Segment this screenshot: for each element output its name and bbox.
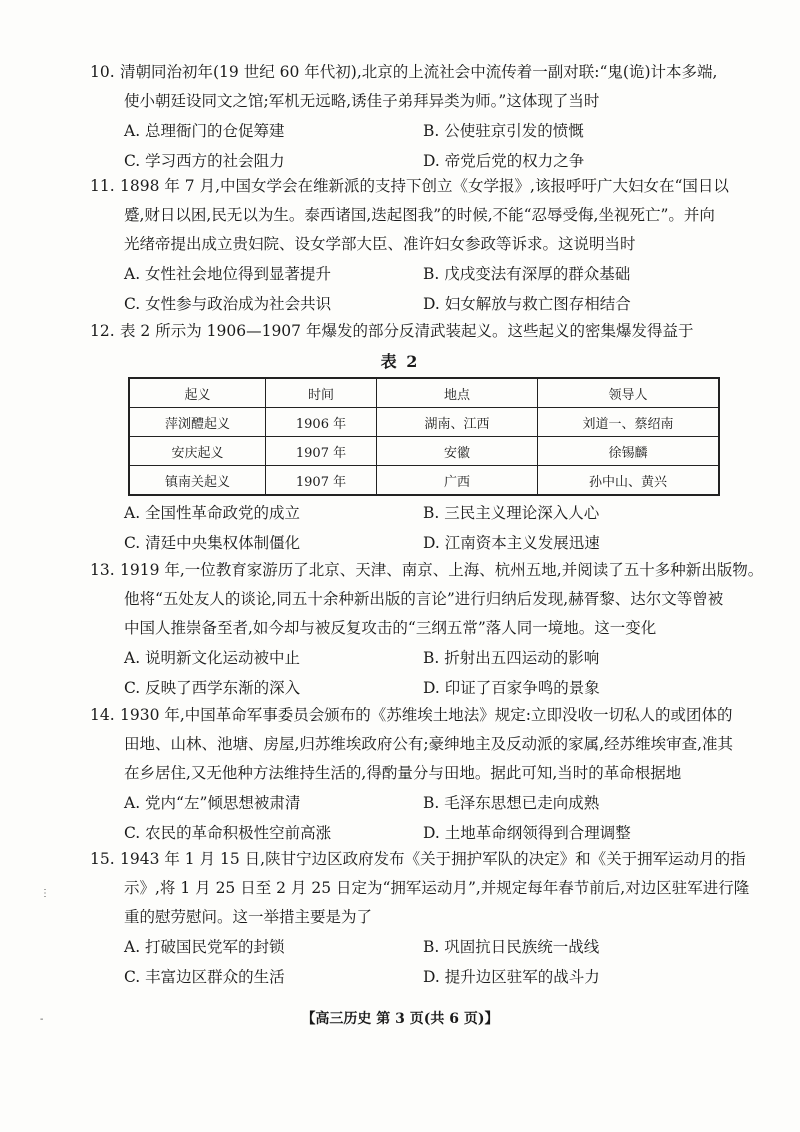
question-14	[90, 701, 744, 848]
option-b[interactable]: B. 巩固抗日民族统一战线	[423, 938, 600, 956]
question-number: 11.	[90, 177, 115, 195]
options	[124, 932, 744, 992]
stem-line: 田地、山林、池塘、房屋,归苏维埃政府公有;豪绅地主及反动派的家属,经苏维埃审查,准其	[124, 735, 734, 753]
option-d[interactable]: D. 土地革命纲领得到合理调整	[423, 824, 631, 842]
option-a[interactable]: A. 党内“左”倾思想被肃清	[124, 794, 301, 812]
stem-line: 在乡居住,又无他种方法维持生活的,得酌量分与田地。据此可知,当时的革命根据地	[124, 764, 682, 782]
table-cell: 广西	[377, 466, 538, 496]
options	[124, 116, 744, 176]
question-12	[90, 317, 744, 346]
table-row	[129, 466, 719, 496]
table-row	[129, 437, 719, 466]
table-cell: 镇南关起义	[129, 466, 266, 496]
option-b[interactable]: B. 戊戌变法有深厚的群众基础	[423, 265, 631, 283]
stem-line: 光绪帝提出成立贵妇院、设女学部大臣、准许妇女参政等诉求。这说明当时	[124, 235, 636, 253]
table-cell: 刘道一、蔡绍南	[538, 408, 720, 437]
stem-line: 蹙,财日以困,民无以为生。泰西诸国,迭起图我”的时候,不能“忍辱受侮,坐视死亡”。并向	[124, 206, 715, 224]
option-c[interactable]: C. 女性参与政治成为社会共识	[124, 295, 332, 313]
option-b[interactable]: B. 毛泽东思想已走向成熟	[423, 794, 600, 812]
stem-line: 清朝同治初年(19 世纪 60 年代初),北京的上流社会中流传着一副对联:“鬼(诡)计本多端,	[120, 63, 718, 81]
table-cell: 安徽	[377, 437, 538, 466]
table-header-cell: 起义	[129, 378, 266, 408]
option-c[interactable]: C. 丰富边区群众的生活	[124, 968, 285, 986]
stem-line: 表 2 所示为 1906—1907 年爆发的部分反清武装起义。这些起义的密集爆发得益于	[120, 322, 694, 340]
stem-line: 1943 年 1 月 15 日,陕甘宁边区政府发布《关于拥护军队的决定》和《关于拥军运动月的指	[120, 850, 746, 868]
stem-line: 1898 年 7 月,中国女学会在维新派的支持下创立《女学报》,该报呼吁广大妇女在“国日以	[120, 177, 729, 195]
question-number: 14.	[90, 706, 115, 724]
question-stem	[90, 172, 744, 259]
stem-line: 中国人推崇备至者,如今却与被反复攻击的“三纲五常”落人同一境地。这一变化	[124, 619, 657, 637]
question-number: 10.	[90, 63, 115, 81]
scan-mark: -	[40, 1014, 44, 1025]
option-a[interactable]: A. 总理衙门的仓促筹建	[124, 122, 285, 140]
option-c[interactable]: C. 学习西方的社会阻力	[124, 152, 285, 170]
stem-line: 1930 年,中国革命军事委员会颁布的《苏维埃土地法》规定:立即没收一切私人的或团体的	[120, 706, 733, 724]
option-a[interactable]: A. 打破国民党军的封锁	[124, 938, 285, 956]
table-cell: 安庆起义	[129, 437, 266, 466]
table-cell: 1906 年	[266, 408, 377, 437]
question-11	[90, 172, 744, 319]
options	[124, 643, 744, 703]
options	[124, 788, 744, 848]
options	[124, 259, 744, 319]
question-stem	[90, 317, 744, 346]
table-header-cell: 领导人	[538, 378, 720, 408]
option-c[interactable]: C. 农民的革命积极性空前高涨	[124, 824, 332, 842]
option-c[interactable]: C. 清廷中央集权体制僵化	[124, 534, 301, 552]
question-number: 13.	[90, 561, 115, 579]
question-stem	[90, 556, 764, 643]
option-b[interactable]: B. 公使驻京引发的愤慨	[423, 122, 584, 140]
option-d[interactable]: D. 提升边区驻军的战斗力	[423, 968, 600, 986]
question-15	[90, 845, 750, 992]
table-header-row	[129, 378, 719, 408]
table-cell: 湖南、江西	[377, 408, 538, 437]
stem-line: 示》,将 1 月 25 日至 2 月 25 日定为“拥军运动月”,并规定每年春节前后,对边区驻军进行隆	[124, 879, 750, 897]
table-header-cell: 地点	[377, 378, 538, 408]
options	[124, 498, 744, 558]
option-a[interactable]: A. 女性社会地位得到显著提升	[124, 265, 332, 283]
question-stem	[90, 845, 750, 932]
page-footer: 【高三历史 第 3 页(共 6 页)】	[301, 1011, 499, 1027]
option-c[interactable]: C. 反映了西学东渐的深入	[124, 679, 301, 697]
option-d[interactable]: D. 妇女解放与救亡图存相结合	[423, 295, 631, 313]
question-10	[90, 58, 744, 176]
uprisings-table	[128, 377, 720, 496]
question-number: 15.	[90, 850, 115, 868]
question-stem	[90, 58, 744, 116]
question-number: 12.	[90, 322, 115, 340]
option-d[interactable]: D. 帝党后党的权力之争	[423, 152, 585, 170]
stem-line: 使小朝廷设同文之馆;军机无远略,诱佳子弟拜异类为师。”这体现了当时	[124, 92, 600, 110]
table-cell: 徐锡麟	[538, 437, 720, 466]
table-header-cell: 时间	[266, 378, 377, 408]
stem-line: 重的慰劳慰问。这一举措主要是为了	[124, 908, 373, 926]
table-cell: 萍浏醴起义	[129, 408, 266, 437]
option-b[interactable]: B. 折射出五四运动的影响	[423, 649, 600, 667]
option-b[interactable]: B. 三民主义理论深入人心	[423, 504, 600, 522]
question-stem	[90, 701, 744, 788]
stem-line: 他将“五处友人的谈论,同五十余种新出版的言论”进行归纳后发现,赫胥黎、达尔文等曾被	[124, 590, 724, 608]
scan-mark: ⋮	[40, 888, 50, 899]
table-caption: 表 2	[380, 352, 420, 371]
stem-line: 1919 年,一位教育家游历了北京、天津、南京、上海、杭州五地,并阅读了五十多种新出版物。	[120, 561, 764, 579]
question-13	[90, 556, 764, 703]
option-a[interactable]: A. 全国性革命政党的成立	[124, 504, 301, 522]
question-12-options	[104, 498, 744, 558]
table-cell: 孙中山、黄兴	[538, 466, 720, 496]
table-cell: 1907 年	[266, 437, 377, 466]
table-row	[129, 408, 719, 437]
option-d[interactable]: D. 江南资本主义发展迅速	[423, 534, 600, 552]
table-cell: 1907 年	[266, 466, 377, 496]
option-a[interactable]: A. 说明新文化运动被中止	[124, 649, 301, 667]
option-d[interactable]: D. 印证了百家争鸣的景象	[423, 679, 600, 697]
